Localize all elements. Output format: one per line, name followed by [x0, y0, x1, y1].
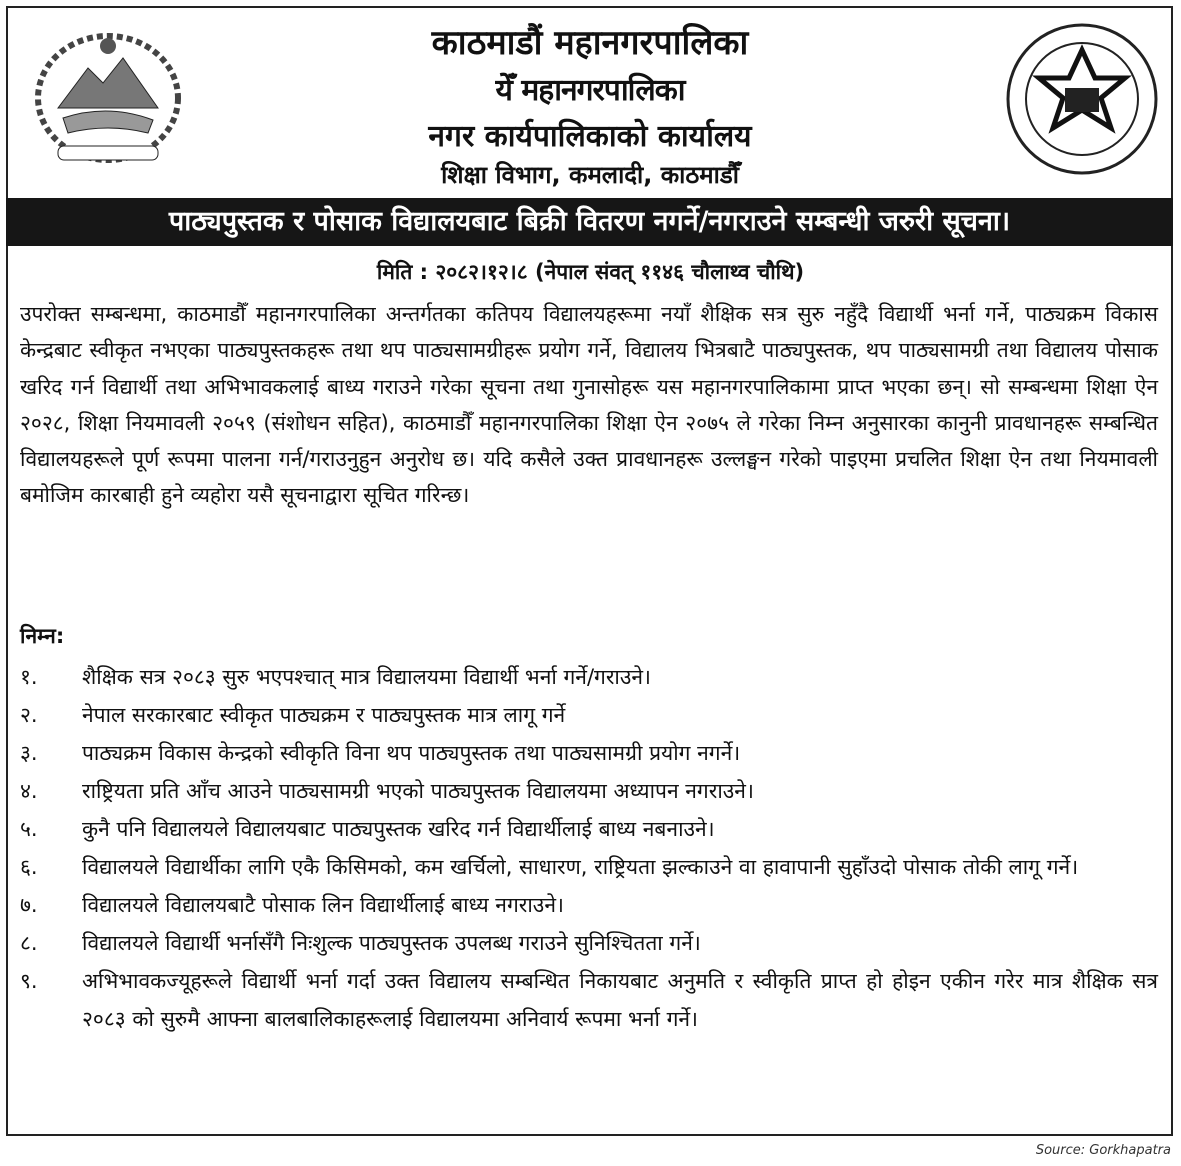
nepal-emblem-icon	[28, 28, 188, 168]
item-number: ५.	[20, 817, 38, 841]
item-text: नेपाल सरकारबाट स्वीकृत पाठ्यक्रम र पाठ्यपुस्तक मात्र लागू गर्ने	[82, 703, 566, 727]
item-text: विद्यालयले विद्यार्थीका लागि एकै किसिमको, कम खर्चिलो, साधारण, राष्ट्रियता झल्काउने वा हावापानी सुहाँउदो पोसाक तोकी लागू गर्ने।	[82, 855, 1079, 879]
item-number: १.	[20, 665, 38, 689]
notice-body: उपरोक्त सम्बन्धमा, काठमाडौँ महानगरपालिका अन्तर्गतका कतिपय विद्यालयहरूमा नयाँ शैक्षिक सत्र सुरु नहुँदै विद्यार्थी भर्ना गर्ने, पाठ्यक्रम विकास केन्द्रबाट स्वीकृत नभएका पाठ्यपुस्तकहरू तथा थप पाठ्यसामग्रीहरू प्रयोग गर्ने, विद्यालय भित्रबाटै पाठ्यपुस्तक, थप पाठ्यसामग्री तथा विद्यालय पोसाक खरिद गर्न विद्यार्थी तथा अभिभावकलाई बाध्य गराउने गरेका सूचना तथा गुनासोहरू यस महानगरपालिकामा प्राप्त भएका छन्। सो सम्बन्धमा शिक्षा ऐन २०२८, शिक्षा नियमावली २०५९ (संशोधन सहित), काठमाडौँ महानगरपालिका शिक्षा ऐन २०७५ ले गरेका निम्न अनुसारका कानुनी प्रावधानहरू सम्बन्धित विद्यालयहरूले पूर्ण रूपमा पालना गर्न/गराउनुहुन अनुरोध छ। यदि कसैले उक्त प्रावधानहरू उल्लङ्घन गरेको पाइएमा प्रचलित शिक्षा ऐन तथा नियमावली बमोजिम कारबाही हुने व्यहोरा यसै सूचनाद्वारा सूचित गरिन्छ।	[20, 302, 1158, 508]
item-number: ४.	[20, 779, 38, 803]
list-item	[20, 886, 1158, 924]
notice-title: पाठ्यपुस्तक र पोसाक विद्यालयबाट बिक्री वितरण नगर्ने/नगराउने सम्बन्धी जरुरी सूचना।	[6, 198, 1173, 246]
item-text: पाठ्यक्रम विकास केन्द्रको स्वीकृति विना थप पाठ्यपुस्तक तथा पाठ्यसामग्री प्रयोग नगर्ने।	[82, 741, 741, 765]
list-item	[20, 810, 1158, 848]
item-number: ९.	[20, 969, 38, 993]
list-item	[20, 658, 1158, 696]
item-text: विद्यालयले विद्यालयबाटै पोसाक लिन विद्यार्थीलाई बाध्य नगराउने।	[82, 893, 564, 917]
department-address: शिक्षा विभाग, कमलादी, काठमाडौँ	[441, 161, 739, 189]
item-text: शैक्षिक सत्र २०८३ सुरु भएपश्चात् मात्र विद्यालयमा विद्यार्थी भर्ना गर्ने/गराउने।	[82, 665, 651, 689]
item-number: ६.	[20, 855, 38, 879]
org-name: काठमाडौं महानगरपालिका	[431, 23, 749, 63]
item-text: कुनै पनि विद्यालयले विद्यालयबाट पाठ्यपुस्तक खरिद गर्न विद्यार्थीलाई बाध्य नबनाउने।	[82, 817, 715, 841]
item-number: ७.	[20, 893, 38, 917]
list-heading: निम्न:	[20, 624, 65, 648]
item-text: विद्यालयले विद्यार्थी भर्नासँगै निःशुल्क पाठ्यपुस्तक उपलब्ध गराउने सुनिश्चितता गर्ने।	[82, 931, 701, 955]
list-item	[20, 924, 1158, 962]
list-item	[20, 734, 1158, 772]
list-item	[20, 962, 1158, 1038]
notice-date: मिति : २०८२।१२।८ (नेपाल संवत् ११४६ चौलाथ्व चौथि)	[376, 260, 805, 284]
org-name-nepal-bhasa: येँ महानगरपालिका	[495, 73, 685, 108]
item-number: २.	[20, 703, 38, 727]
list-item	[20, 772, 1158, 810]
office-name: नगर कार्यपालिकाको कार्यालय	[428, 119, 752, 154]
item-number: ८.	[20, 931, 38, 955]
item-number: ३.	[20, 741, 38, 765]
kathmandu-metropolitan-seal-icon	[1003, 20, 1161, 178]
list-item	[20, 696, 1158, 734]
source-credit: Source: Gorkhapatra	[1035, 1143, 1171, 1158]
provisions-list	[20, 658, 1158, 1038]
item-text: राष्ट्रियता प्रति आँच आउने पाठ्यसामग्री भएको पाठ्यपुस्तक विद्यालयमा अध्यापन नगराउने।	[82, 779, 754, 803]
item-text: अभिभावकज्यूहरूले विद्यार्थी भर्ना गर्दा उक्त विद्यालय सम्बन्धित निकायबाट अनुमति र स्वीकृति प्राप्त हो होइन एकीन गरेर मात्र शैक्षिक सत्र २०८३ को सुरुमै आफ्ना बालबालिकाहरूलाई विद्यालयमा अनिवार्य रूपमा भर्ना गर्ने।	[82, 969, 1158, 1031]
list-item	[20, 848, 1158, 886]
